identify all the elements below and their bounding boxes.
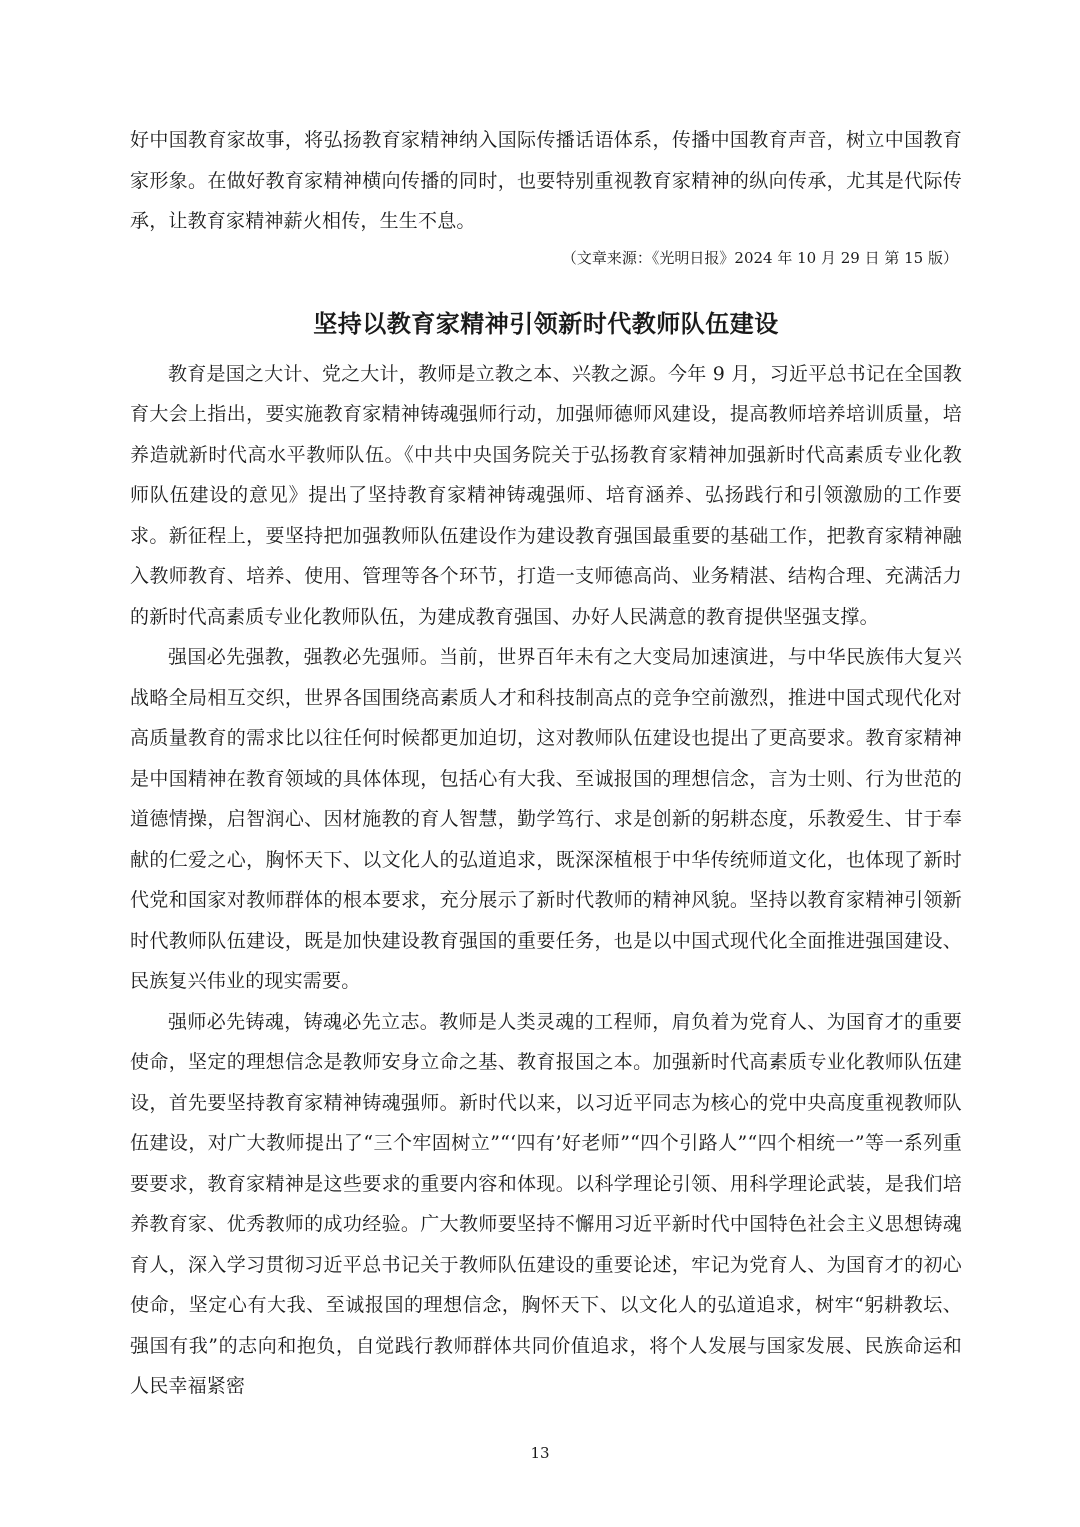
article-paragraph-1: 教育是国之大计、党之大计，教师是立教之本、兴教之源。今年 9 月，习近平总书记在全国教育大会上指出，要实施教育家精神铸魂强师行动，加强师德师风建设，提高教师培养培训质量，培养造就新时代高水平教师队伍。《中共中央国务院关于弘扬教育家精神加强新时代高素质专业化教师队伍建设的意见》提出了坚持教育家精神铸魂强师、培育涵养、弘扬践行和引领激励的工作要求。新征程上，要坚持把加强教师队伍建设作为建设教育强国最重要的基础工作，把教育家精神融入教师教育、培养、使用、管理等各个环节，打造一支师德高尚、业务精湛、结构合理、充满活力的新时代高素质专业化教师队伍，为建成教育强国、办好人民满意的教育提供坚强支撑。 [130, 362, 962, 628]
document-page [130, 120, 962, 1407]
article-paragraph-3: 强师必先铸魂，铸魂必先立志。教师是人类灵魂的工程师，肩负着为党育人、为国育才的重要使命，坚定的理想信念是教师安身立命之基、教育报国之本。加强新时代高素质专业化教师队伍建设，首先要坚持教育家精神铸魂强师。新时代以来，以习近平同志为核心的党中央高度重视教师队伍建设，对广大教师提出了“三个牢固树立”“‘四有’好老师”“四个引路人”“四个相统一”等一系列重要要求，教育家精神是这些要求的重要内容和体现。以科学理论引领、用科学理论武装，是我们培养教育家、优秀教师的成功经验。广大教师要坚持不懈用习近平新时代中国特色社会主义思想铸魂育人，深入学习贯彻习近平总书记关于教师队伍建设的重要论述，牢记为党育人、为国育才的初心使命，坚定心有大我、至诚报国的理想信念，胸怀天下、以文化人的弘道追求，树牢“躬耕教坛、强国有我”的志向和抱负，自觉践行教师群体共同价值追求，将个人发展与国家发展、民族命运和人民幸福紧密 [130, 1010, 962, 1397]
article-paragraph-2: 强国必先强教，强教必先强师。当前，世界百年未有之大变局加速演进，与中华民族伟大复兴战略全局相互交织，世界各国围绕高素质人才和科技制高点的竞争空前激烈，推进中国式现代化对高质量教育的需求比以往任何时候都更加迫切，这对教师队伍建设也提出了更高要求。教育家精神是中国精神在教育领域的具体体现，包括心有大我、至诚报国的理想信念，言为士则、行为世范的道德情操，启智润心、因材施教的育人智慧，勤学笃行、求是创新的躬耕态度，乐教爱生、甘于奉献的仁爱之心，胸怀天下、以文化人的弘道追求，既深深植根于中华传统师道文化，也体现了新时代党和国家对教师群体的根本要求，充分展示了新时代教师的精神风貌。坚持以教育家精神引领新时代教师队伍建设，既是加快建设教育强国的重要任务，也是以中国式现代化全面推进强国建设、民族复兴伟业的现实需要。 [130, 646, 962, 992]
article-title: 坚持以教育家精神引领新时代教师队伍建设 [313, 309, 779, 338]
intro-paragraph: 好中国教育家故事，将弘扬教育家精神纳入国际传播话语体系，传播中国教育声音，树立中国教育家形象。在做好教育家精神横向传播的同时，也要特别重视教育家精神的纵向传承，尤其是代际传承，让教育家精神薪火相传，生生不息。 [130, 129, 962, 232]
source-citation: （文章来源：《光明日报》2024 年 10 月 29 日 第 15 版） [561, 248, 958, 267]
page-number: 13 [530, 1444, 550, 1462]
